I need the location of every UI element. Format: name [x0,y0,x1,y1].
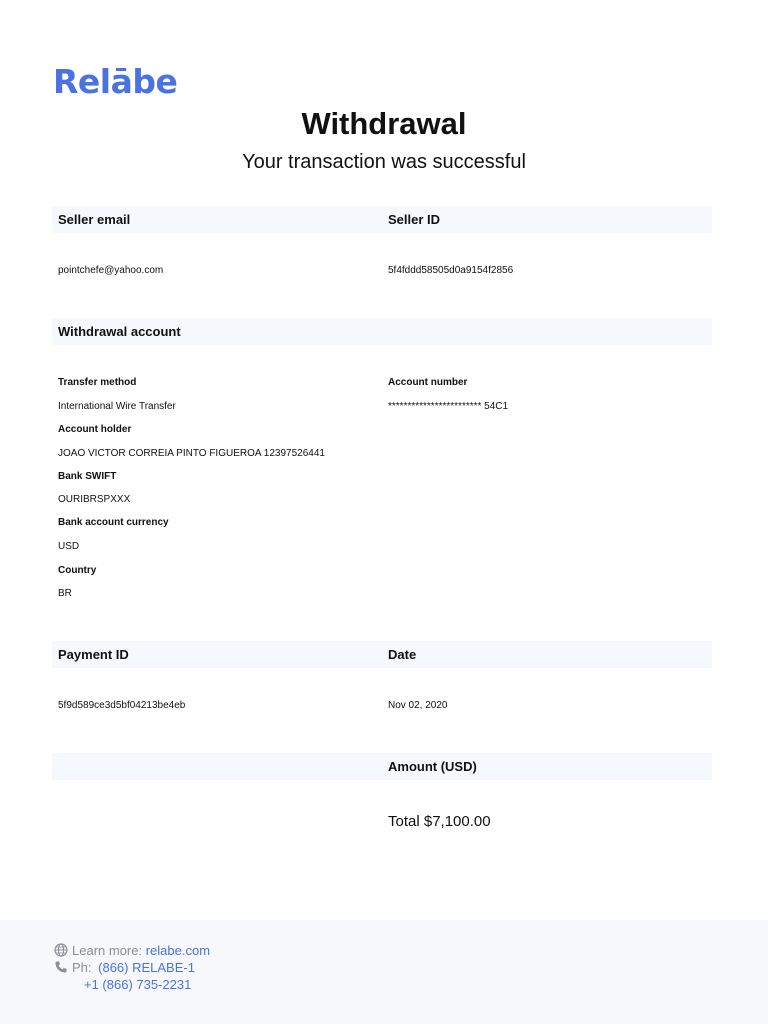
learn-more-label: Learn more: [72,943,143,958]
account-holder-value: JOAO VICTOR CORREIA PINTO FIGUEROA 12397526441 [58,448,325,459]
phone-number-1[interactable]: (866) RELABE-1 [98,960,195,975]
amount-header-band [52,753,712,780]
seller-email-label: Seller email [58,212,131,227]
date-label: Date [388,647,417,662]
seller-email-value: pointchefe@yahoo.com [58,265,164,276]
bank-swift-label: Bank SWIFT [58,471,117,482]
date-value: Nov 02, 2020 [388,700,448,711]
seller-id-label: Seller ID [388,212,441,227]
account-holder-label: Account holder [58,424,132,435]
phone-line-2 [84,977,191,993]
brand-logo: Relābe [53,62,178,101]
bank-swift-value: OURIBRSPXXX [58,494,131,505]
payment-header-band [52,641,712,668]
globe-icon [54,943,68,961]
phone-icon [54,960,68,978]
transfer-method-value: International Wire Transfer [58,401,176,412]
transfer-method-label: Transfer method [58,377,137,388]
country-label: Country [58,565,97,576]
account-number-value: ************************ 54C1 [388,401,509,412]
learn-more-line [54,943,210,961]
country-value: BR [58,588,72,599]
payment-id-label: Payment ID [58,647,129,662]
amount-label: Amount (USD) [388,759,477,774]
bank-account-currency-value: USD [58,541,80,552]
bank-account-currency-label: Bank account currency [58,517,169,528]
page-title: Withdrawal [301,106,467,141]
seller-header-band [52,206,712,233]
phone-number-2[interactable]: +1 (866) 735-2231 [84,977,192,992]
seller-id-value: 5f4fddd58505d0a9154f2856 [388,265,514,276]
phone-line [54,960,195,978]
page-subtitle: Your transaction was successful [242,151,526,173]
withdrawal-account-heading: Withdrawal account [58,324,181,339]
footer [0,920,768,1024]
account-number-label: Account number [388,377,468,388]
payment-id-value: 5f9d589ce3d5bf04213be4eb [58,700,186,711]
phone-label: Ph: [72,960,92,975]
website-link[interactable]: relabe.com [145,943,211,958]
total-amount: Total $7,100.00 [388,813,491,830]
